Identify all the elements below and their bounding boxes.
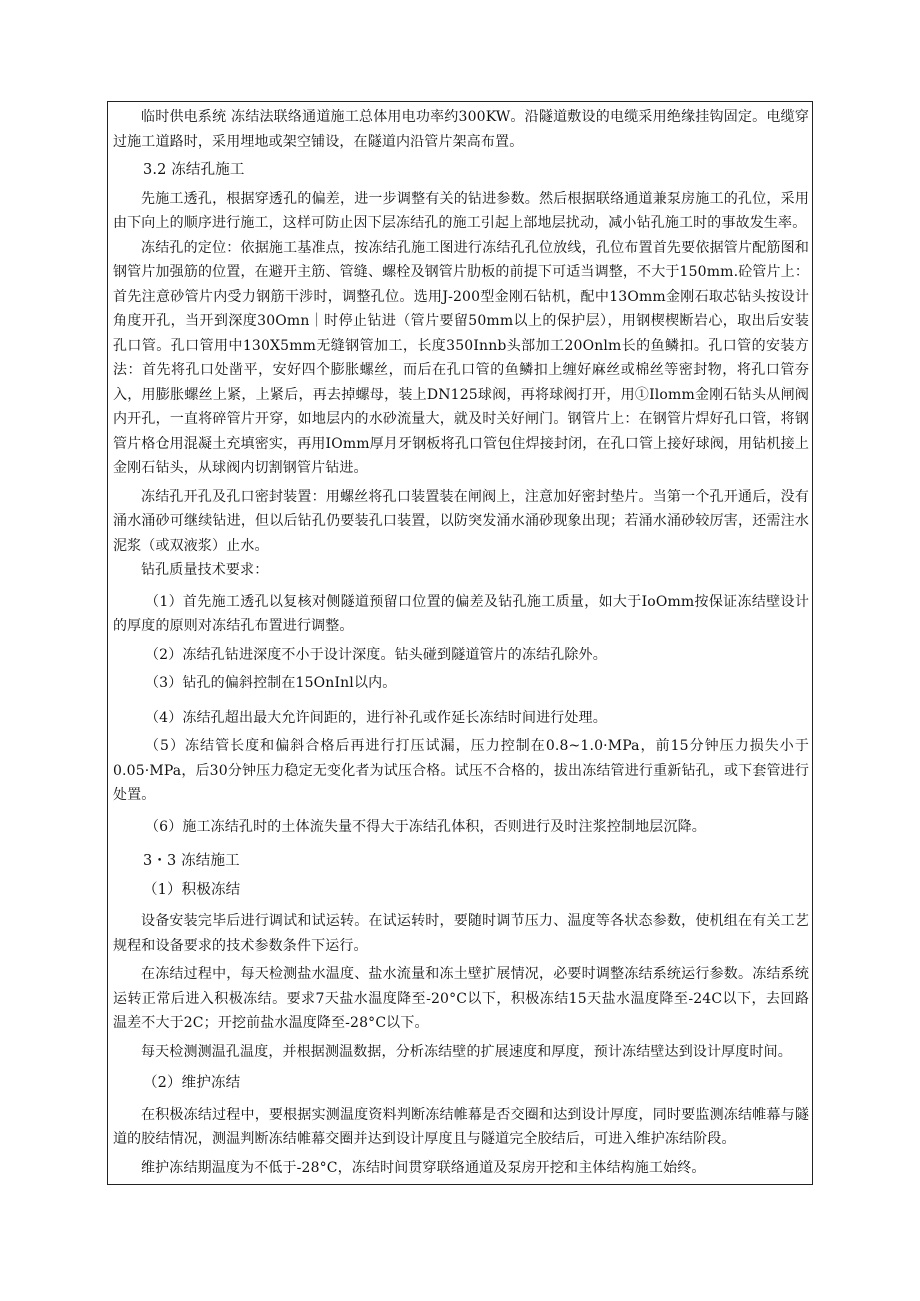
- requirement-item-2: （2）冻结孔钻进深度不小于设计深度。钻头碰到隧道管片的冻结孔除外。: [145, 646, 607, 663]
- hole-sealing-paragraph: 冻结孔开孔及孔口密封装置：用螺丝将孔口装置装在闸阀上，注意加好密封垫片。当第一个孔开通后，没有涌水涌砂可继续钻进，但以后钻孔仍要装孔口装置，以防突发涌水涌砂现象出现；若涌水涌砂较厉害，还需注水泥浆（或双液浆）止水。: [113, 488, 809, 554]
- temperature-monitoring-paragraph: 每天检测测温孔温度，并根据测温数据，分析冻结壁的扩展速度和厚度，预计冻结壁达到设计厚度时间。: [141, 1043, 792, 1060]
- document-body: [113, 105, 809, 1180]
- pilot-hole-paragraph: 先施工透孔，根据穿透孔的偏差，进一步调整有关的钻进参数。然后根据联络通道兼泵房施工的孔位，采用由下向上的顺序进行施工，这样可防止因下层冻结孔的施工引起上部地层扰动，减小钻孔施工时的事故发生率。: [113, 190, 809, 231]
- requirement-item-1: （1）首先施工透孔以复核对侧隧道预留口位置的偏差及钻孔施工质量，如大于IoOmm按保证冻结壁设计的厚度的原则对冻结孔布置进行调整。: [113, 593, 809, 634]
- requirement-item-6: （6）施工冻结孔时的土体流失量不得大于冻结孔体积，否则进行及时注浆控制地层沉降。: [145, 818, 706, 835]
- subheading-active-freezing: （1）积极冻结: [143, 881, 241, 898]
- commissioning-paragraph: 设备安装完毕后进行调试和试运转。在试运转时，要随时调节压力、温度等各状态参数，使机组在有关工艺规程和设备要求的技术参数条件下运行。: [113, 913, 809, 954]
- requirement-item-3: （3）钻孔的偏斜控制在15OnInl以内。: [145, 675, 397, 691]
- freezing-process-paragraph: 在冻结过程中，每天检测盐水温度、盐水流量和冻土壁扩展情况，必要时调整冻结系统运行参数。冻结系统运转正常后进入积极冻结。要求7天盐水温度降至-20°C以下，积极冻结15天盐水温度降至-24C以下，去回路温差不大于2C；开挖前盐水温度降至-28°C以下。: [113, 966, 809, 1031]
- subheading-maintenance-freezing: （2）维护冻结: [143, 1075, 241, 1091]
- maintenance-temperature-paragraph: 维护冻结期温度为不低于-28°C，冻结时间贯穿联络通道及泵房开挖和主体结构施工始终。: [141, 1159, 706, 1176]
- hole-positioning-paragraph: 冻结孔的定位：依据施工基准点，按冻结孔施工图进行冻结孔孔位放线，孔位布置首先要依据管片配筋图和钢管片加强筋的位置，在避开主筋、管缝、螺栓及钢管片肋板的前提下可适当调整，不大于150mm.砼管片上：首先注意砂管片内受力钢筋干涉时，调整孔位。选用J-200型金刚石钻机，配中13Omm金刚石取芯钻头按设计角度开孔，当开到深度30Omn｜时停止钻进（管片要留50mm以上的保护层），用钢楔楔断岩心，取出后安装孔口管。孔口管用中130X5mm无缝钢管加工，长度350Innb头部加工20Onlm长的鱼鳞扣。孔口管的安装方法：首先将孔口处凿平，安好四个膨胀螺丝，而后在孔口管的鱼鳞扣上缠好麻丝或棉丝等密封物，将孔口管夯入，用膨胀螺丝上紧，上紧后，再去掉螺母，装上DN125球阀，再将球阀打开，用①Ilomm金刚石钻头从闸阀内开孔，一直将碎管片开穿，如地层内的水砂流量大，就及时关好闸门。钢管片上：在钢管片焊好孔口管，将钢管片格仓用混凝土充填密实，再用IOmm厚月牙钢板将孔口管包住焊接封闭，在孔口管上接好球阀，用钻机接上金刚石钻头，从球阀内切割钢管片钻进。: [113, 239, 809, 476]
- power-supply-paragraph: 临时供电系统 冻结法联络通道施工总体用电功率约300KW。沿隧道敷设的电缆采用绝缘挂钩固定。电缆穿过施工道路时，采用埋地或架空铺设，在隧道内沿管片架高布置。: [113, 109, 809, 150]
- requirement-item-4: （4）冻结孔超出最大允许间距的，进行补孔或作延长冻结时间进行处理。: [145, 709, 607, 726]
- maintenance-criteria-paragraph: 在积极冻结过程中，要根据实测温度资料判断冻结帷幕是否交圈和达到设计厚度，同时要监测冻结帷幕与隧道的胶结情况，测温判断冻结帷幕交圈并达到设计厚度且与隧道完全胶结后，可进入维护冻结阶段。: [113, 1106, 809, 1147]
- requirement-item-5: （5）冻结管长度和偏斜合格后再进行打压试漏，压力控制在0.8~1.0·MPa，前15分钟压力损失小于0.05·MPa，后30分钟压力稳定无变化者为试压合格。试压不合格的，拔出冻结管进行重新钻孔，或下套管进行处置。: [113, 738, 809, 803]
- drilling-quality-heading: 钻孔质量技术要求：: [141, 562, 269, 578]
- section-heading-3-2: 3.2 冻结孔施工: [143, 162, 245, 178]
- section-heading-3-3: 3・3 冻结施工: [143, 853, 240, 869]
